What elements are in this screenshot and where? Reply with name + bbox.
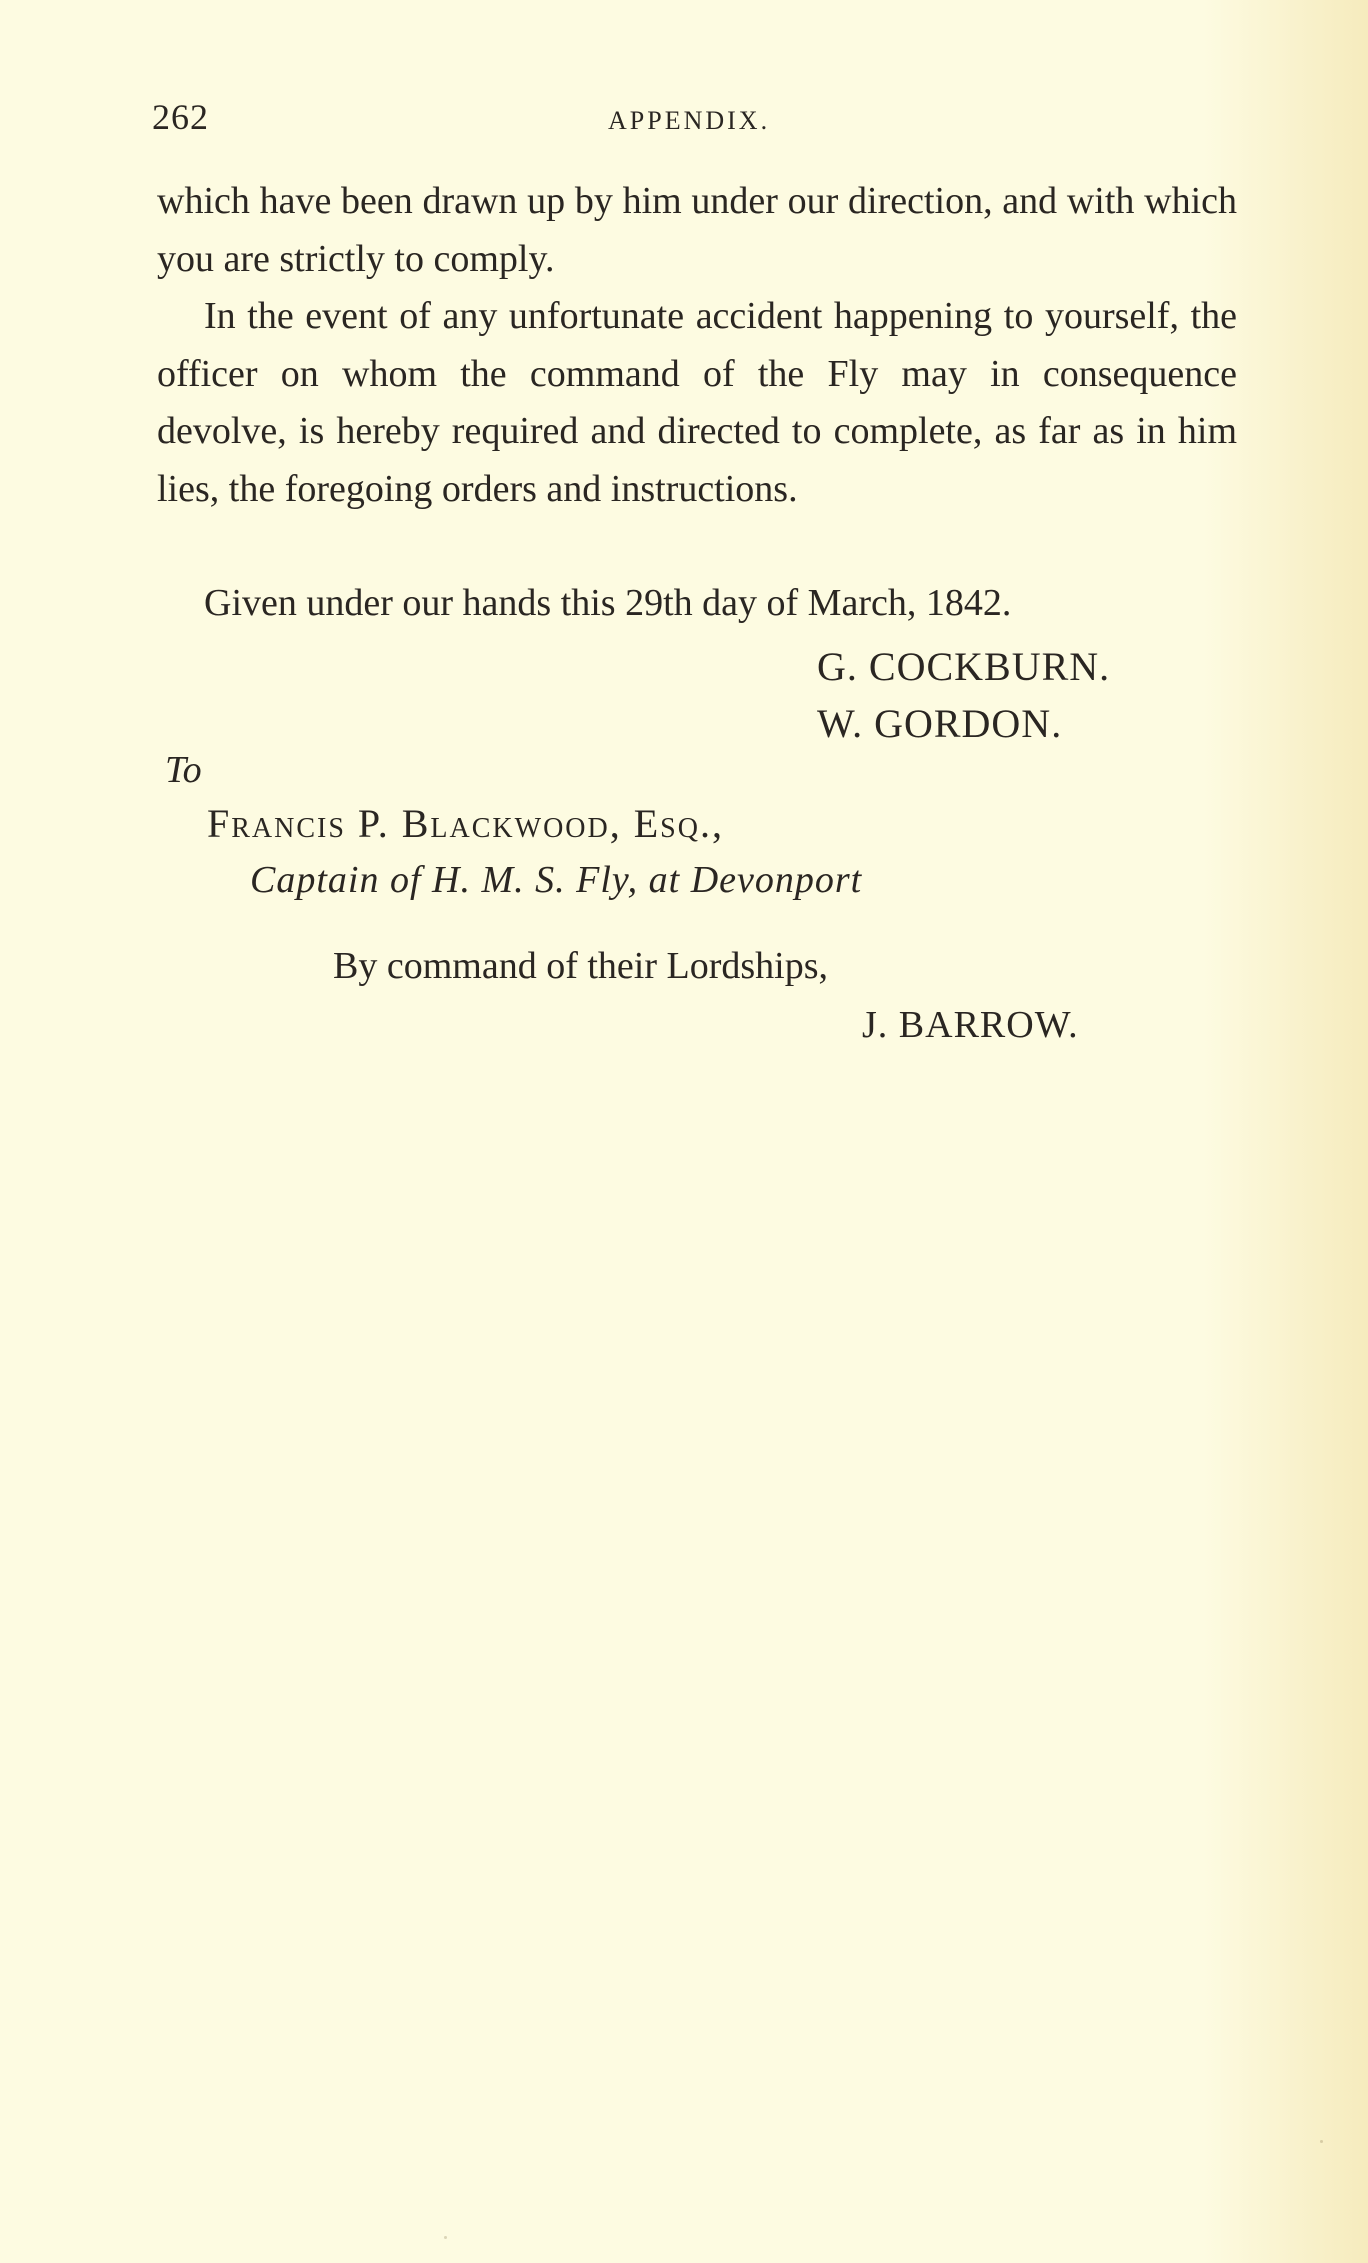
addressee-name: Francis P. Blackwood, Esq., (207, 801, 724, 846)
paper-speck (1320, 2140, 1323, 2143)
paper-speck (444, 2236, 447, 2239)
signature-gordon: W. GORDON. (817, 701, 1063, 746)
paragraph-continuation: which have been drawn up by him under our direction, and with which you are strictly to comply. (157, 180, 1237, 280)
running-title: APPENDIX. (608, 106, 771, 135)
to-label: To (165, 749, 202, 791)
signature-cockburn: G. COCKBURN. (817, 644, 1111, 689)
command-line: By command of their Lordships, (333, 945, 828, 987)
addressee-title: Captain of H. M. S. Fly, at Devonport (250, 859, 863, 901)
signature-barrow: J. BARROW. (862, 1004, 1079, 1046)
paragraph-accident-clause: In the event of any unfortunate accident happening to yourself, the officer on whom the command of the Fly may in consequence devolve, is hereby required and directed to complete, as far as in him lies, the foregoing orders and instructions. (157, 295, 1237, 510)
paragraph-given-under: Given under our hands this 29th day of March, 1842. (204, 582, 1012, 624)
page-number: 262 (152, 97, 209, 137)
running-header (152, 96, 1242, 146)
